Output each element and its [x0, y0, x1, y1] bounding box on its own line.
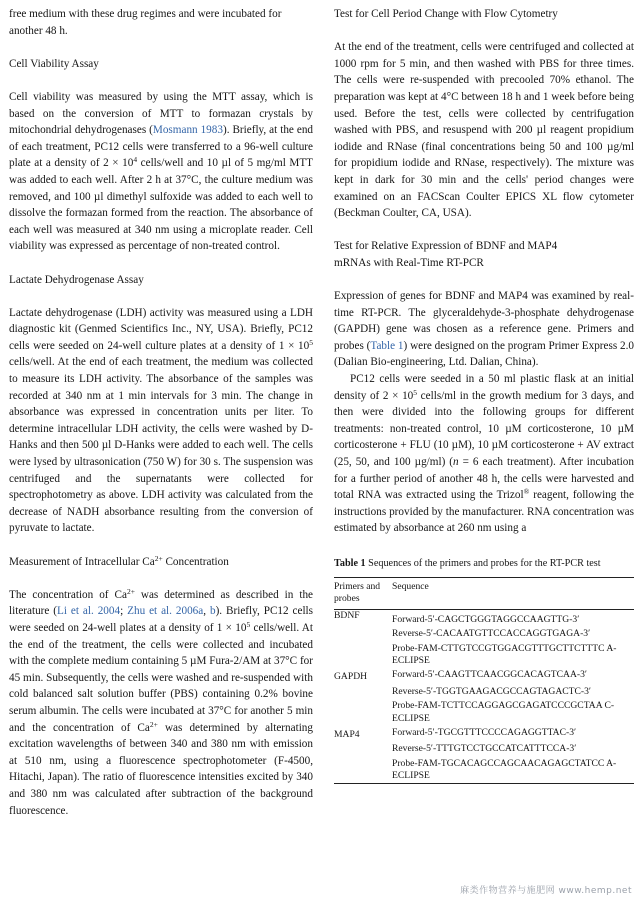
table-cell-gene — [334, 741, 390, 755]
continued-text — [9, 6, 313, 39]
table-cell-sequence: Probe-FAM-CTTGTCCGTGGACGTTTGCTTCTTTC A-ECLIPSE — [392, 642, 617, 667]
table-cell-gene — [334, 756, 390, 783]
table-cell-sequence: Reverse-5′-TGGTGAAGACGCCAGTAGACTC-3′ — [392, 685, 592, 697]
citation-link[interactable]: Zhu et al. 2006a — [127, 605, 204, 618]
table-cell-sequence: Probe-FAM-TGCACAGCCAGCAACAGAGCTATCC A-ECLIPSE — [392, 757, 617, 782]
paragraph-ldh: Lactate dehydrogenase (LDH) activity was measured using a LDH diagnostic kit (Genmed Scientifics Inc., NY, USA). Briefly, PC12 cells were seeded on 24-well culture plates at a density of $1 \times 10^5$ cells/well. At the end of each treatment, the medium was collected to measure its LDH activity. The absorbance of the samples was recorded at 340 nm at 1 min intervals for 3 min. The change in absorbance was expressed in concentration units per liter. To determine intracellular LDH activity, the cells were washed by D-Hanks and then 500 µl D-Hanks were added to each well. The cells were lysed by ultrasonication (750 W) for 30 s. The suspension was centrifuged and the supernatants were collected for spectrophotometry as above. LDH activity was calculated from the decrease of NADH absorbance resulting from the conversion of pyruvate to lactate. — [9, 306, 313, 535]
table-cell-gene: BDNF — [334, 609, 360, 621]
table-cell-gene: GAPDH — [334, 671, 368, 683]
table-row — [334, 609, 634, 626]
table-cell-sequence: Reverse-5′-TTTGTCCTGCCATCATTTCCA-3′ — [392, 743, 577, 755]
table-row — [334, 626, 634, 640]
table-cell-gene: MAP4 — [334, 729, 360, 741]
table-1 — [334, 557, 634, 784]
paragraph-rtpcr-1: Expression of genes for BDNF and MAP4 was examined by real-time RT-PCR. The glyceraldehyde-3-phosphate dehydrogenase (GAPDH) gene was chosen as a reference gene. Primers and probes (Table 1) were designed on the program Primer Express 2.0 (Dalian Bio-engineering, Ltd. Dalian, China). — [334, 290, 635, 369]
paragraph-cell-viability: Cell viability was measured by using the MTT assay, which is based on the conversion of MTT to formazan crystals by mitochondrial dehydrogenases (Mosmann 1983). Briefly, at the end of each treatment, PC12 cells were transferred to a 96-well culture plate at a density of $2 \times 10^4$ cells/well and 10 µl of 5 mg/ml MTT was added to each well. After 2 h at 37°C, the culture medium was removed, and 100 µl dimethyl sulfoxide was added to each well to dissolve the formazan formed from the reaction. The absorbance of each well was measured at 340 nm using a microplate reader. Cell viability was expressed as percentage of non-treated control. — [9, 90, 314, 253]
citation-link[interactable]: Mosmann 1983 — [152, 124, 223, 137]
paragraph-flow-cytometry: At the end of the treatment, cells were centrifuged and collected at 1000 rpm for 5 min, and then washed with PBS for three times. The cells were re-suspended with precooled 70% ethanol. The preparation was kept at 4°C between 18 h and 1 week before being used. Before the test, cells were collected by centrifugation washed with PBS, and resuspend with 200 µl reagent propidium iodide and RNase (final concentrations being 50 and 100 µg/ml for propidium iodide and RNase, respectively). The mixture was kept in dark for 30 min and the cells' period changes were examined on an FACScan Coulter EPICS XL flow cytometer (Beckman Coulter, CA, USA). — [334, 41, 634, 220]
section-heading-rtpcr: Test for Relative Expression of BDNF and MAP4 mRNAs with Real-Time RT-PCR — [334, 240, 558, 269]
table-cell-sequence: Forward-5′-CAAGTTCAACGGCACAGTCAA-3′ — [392, 669, 587, 681]
text-line: another 48 h. — [9, 24, 68, 37]
table-cell-sequence: Probe-FAM-TCTTCCAGGAGCGAGATCCCGCTAA C-ECLIPSE — [392, 700, 615, 724]
table-header-primers: Primers and probes — [334, 578, 390, 610]
table-caption: Table 1 Sequences of the primers and probes for the RT-PCR test — [334, 558, 601, 569]
table-cell-gene — [334, 641, 390, 668]
text-line: free medium with these drug regimes and were incubated for — [9, 8, 282, 20]
table-header-sequence: Sequence — [390, 578, 634, 610]
table-row — [334, 756, 634, 783]
paragraph-rtpcr-2: PC12 cells were seeded in a 50 ml plastic flask at an initial density of $2 \times 10^5$ cells/ml in the growth medium for 3 days, and then were divided into the following groups for different treatments: non-treated control, 10 µM corticosterone, 10 µM corticosterone + FLU (10 µM), 10 µM corticosterone + AV extract (25, 50, and 100 µg/ml) (n = 6 each treatment). After incubation for a further period of another 48 h, the cells were harvested and total RNA was extracted using the Trizol® reagent, following the instructions provided by the manufacturer. RNA concentration was estimated by absorbance at 260 nm using a — [334, 373, 634, 535]
watermark: 麻类作物营养与施肥网 www.hemp.net — [460, 886, 632, 896]
table-cell-sequence: Forward-5′-TGCGTTTCCCCAGAGGTTAC-3′ — [392, 727, 577, 739]
citation-link[interactable]: b — [209, 605, 216, 618]
table-cell-sequence: Forward-5′-CAGCTGGGTAGGCCAAGTTG-3′ — [392, 613, 580, 625]
left-column — [9, 0, 313, 819]
table-row — [334, 725, 634, 741]
section-heading-calcium: Measurement of Intracellular $Ca^{2+}$ Concentration — [9, 553, 229, 568]
section-heading-ldh: Lactate Dehydrogenase Assay — [9, 273, 144, 286]
table-reference-link[interactable]: Table 1 — [370, 339, 404, 352]
table-cell-sequence: Reverse-5′-CACAATGTTCCACCAGGTGAGA-3′ — [392, 628, 591, 640]
table-body — [334, 609, 634, 783]
section-heading-flow-cytometry: Test for Cell Period Change with Flow Cytometry — [334, 8, 558, 20]
paragraph-calcium: The concentration of $Ca^{2+}$ was determined as described in the literature (Li et al. 2004; Zhu et al. 2006a, b). Briefly, PC12 cells were seeded on 24-well plates at a density of $1 \times 10^5$ cells/well. At the end of the treatment, the cells were collected and incubated with the complete medium containing 5 µM Fura-2/AM at 37°C for 45 min. Subsequently, the cells were washed and re-suspended with cold balanced salt solution buffer (PBS) containing 0.2% bovine serum albumin. The cells were incubated at 37°C for another 5 min and the concentration of $Ca^{2+}$ was determined by alternating excitation wavelengths of between 340 and 380 nm with emission at 510 nm, using a fluorescence spectrophotometer (F-4500, Hitachi, Japan). The ratio of fluorescence intensities excited by 340 and 380 nm was calculated after subtraction of the background fluorescence. — [9, 586, 314, 817]
table-cell-gene — [334, 698, 390, 725]
citation-link[interactable]: Li et al. 2004 — [57, 605, 121, 618]
table-row — [334, 698, 634, 725]
right-column — [334, 0, 634, 784]
primer-table — [334, 577, 634, 784]
table-cell-gene — [334, 684, 390, 698]
table-bottom-rule — [334, 783, 634, 784]
table-row — [334, 741, 634, 755]
table-row — [334, 667, 634, 683]
table-cell-gene — [334, 626, 390, 640]
table-row — [334, 641, 634, 668]
table-row — [334, 684, 634, 698]
section-heading-cell-viability: Cell Viability Assay — [9, 57, 99, 70]
